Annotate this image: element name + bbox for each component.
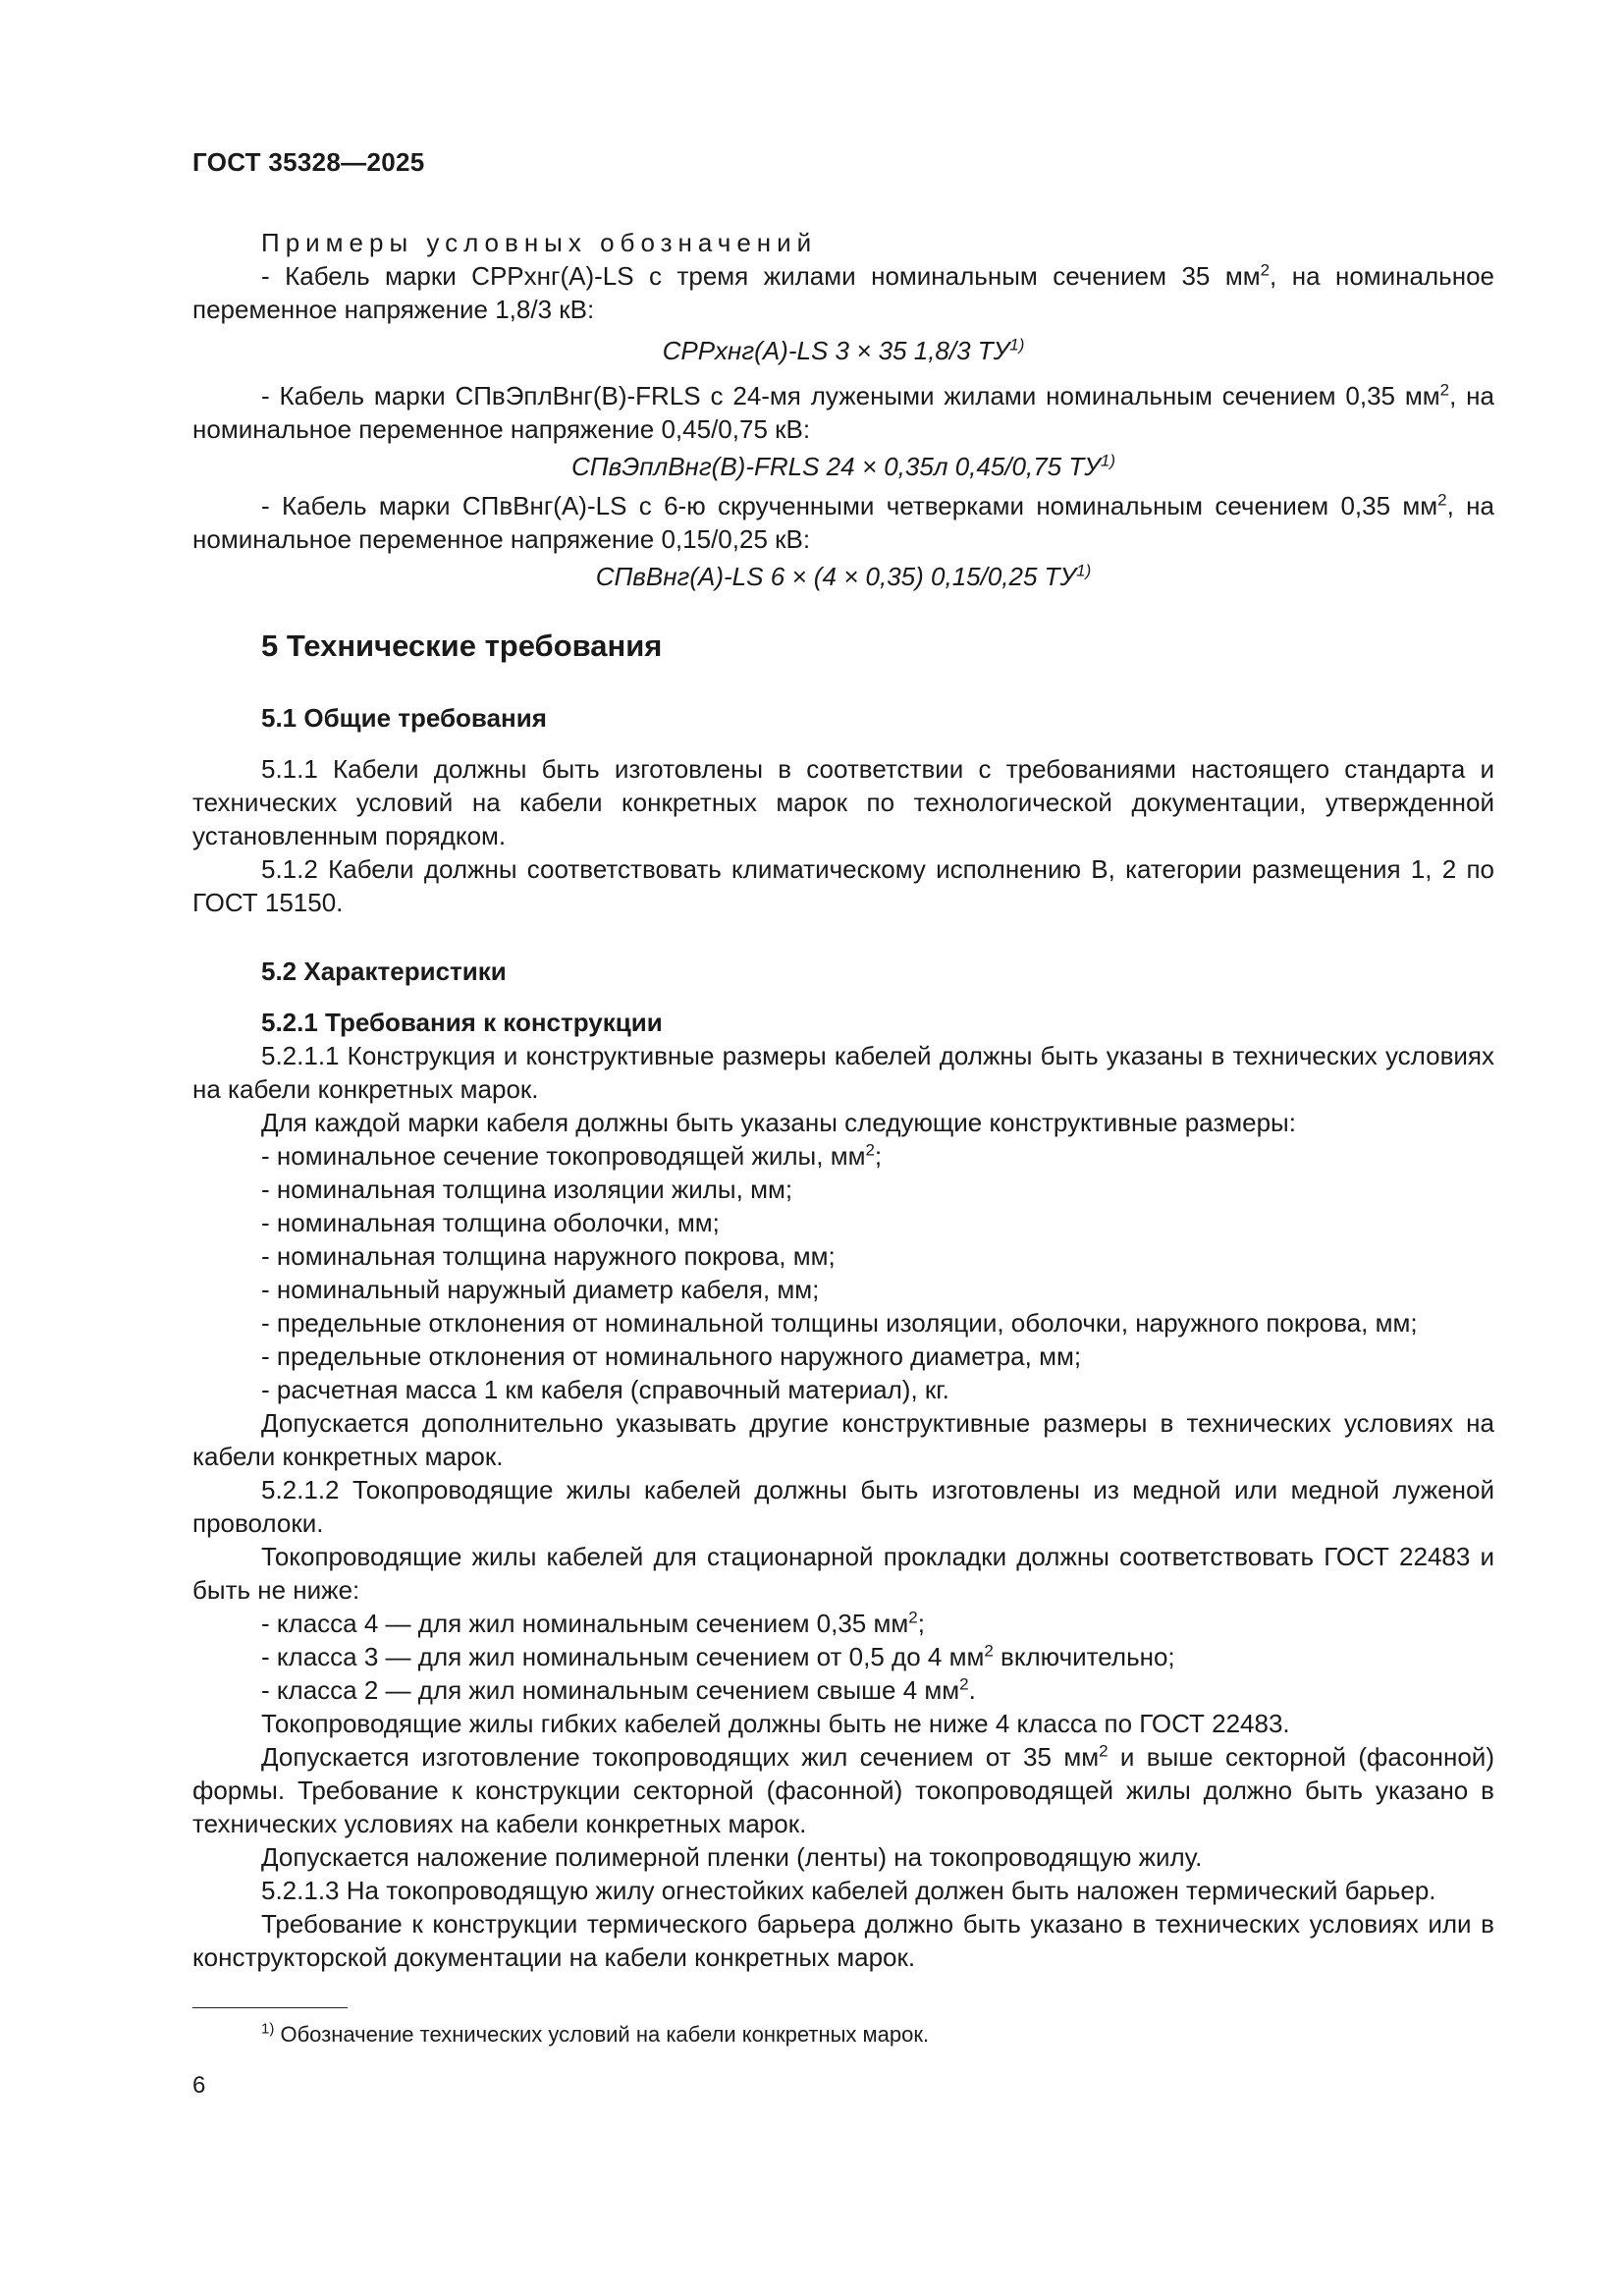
paragraph-sector-conductors: Допускается изготовление токопроводящих жил сечением от 35 $мм^2$ и выше секторной (фасонной) формы. Требование к конструкции секторной (фасонной) токопроводящей жилы должно быть указано в технических условиях на кабели конкретных марок. [192,1741,1494,1838]
list-item: - предельные отклонения от номинальной толщины изоляции, оболочки, наружного покрова, мм; [261,1308,1418,1338]
list-item: - номинальный наружный диаметр кабеля, мм; [261,1275,820,1304]
paragraph-5-1-2: 5.1.2 Кабели должны соответствовать климатическому исполнению В, категории размещения 1, 2 по ГОСТ 15150. [192,854,1494,917]
paragraph-5-2-1-2: 5.2.1.2 Токопроводящие жилы кабелей должны быть изготовлены из медной или медной луженой проволоки. [192,1475,1494,1538]
paragraph-5-1-1: 5.1.1 Кабели должны быть изготовлены в соответствии с требованиями настоящего стандарта и технических условий на кабели конкретных марок по технологической документации, утвержденной установленным порядком. [192,754,1494,850]
section-5-2-title: 5.2 Характеристики [261,957,507,986]
example-3-text: - Кабель марки СПвВнг(А)-LS с 6-ю скрученными четверками номинальным сечением 0,35 $мм^2$, на номинальное переменное напряжение 0,15/0,25 кВ: [192,490,1494,554]
examples-heading: Примеры условных обозначений [261,228,818,257]
paragraph-5-2-1-1: 5.2.1.1 Конструкция и конструктивные размеры кабелей должны быть указаны в технических условиях на кабели конкретных марок. [192,1041,1494,1104]
list-item-class-3: - класса 3 — для жил номинальным сечением от 0,5 до 4 $мм^2$ включительно; [261,1641,1175,1671]
paragraph-thermal-barrier: Требование к конструкции термического барьера должно быть указано в технических условиях или в конструкторской документации на кабели конкретных марок. [192,1909,1494,1972]
page-number: 6 [192,2072,206,2099]
list-item-class-4: - класса 4 — для жил номинальным сечением 0,35 $мм^2$; [261,1608,925,1638]
section-5-2-1-title: 5.2.1 Требования к конструкции [261,1008,663,1037]
example-2-text: - Кабель марки СПвЭплВнг(В)-FRLS с 24-мя лужеными жилами номинальным сечением 0,35 $мм^2$, на номинальное переменное напряжение 0,45/0,75 кВ: [192,380,1494,444]
paragraph-polymer-film: Допускается наложение полимерной пленки (ленты) на токопроводящую жилу. [261,1842,1203,1872]
paragraph-stationary-conductors: Токопроводящие жилы кабелей для стационарной прокладки должны соответствовать ГОСТ 22483 и быть не ниже: [192,1542,1494,1605]
list-item: - номинальная толщина изоляции жилы, мм; [261,1175,793,1204]
example-1-text: - Кабель марки СРРхнг(А)-LS с тремя жилами номинальным сечением 35 $мм^2$, на номинальное переменное напряжение 1,8/3 кВ: [192,260,1494,324]
list-item-class-2: - класса 2 — для жил номинальным сечением свыше 4 $мм^2$. [261,1674,976,1705]
example-3-formula: СПвВнг(А)-LS 6 × (4 × 0,35) 0,15/0,25 ТУ$^{1)}$ [595,561,1092,591]
footnote-separator [192,2007,348,2008]
list-item: - предельные отклонения от номинального наружного диаметра, мм; [261,1341,1082,1371]
section-5-title: 5 Технические требования [261,629,663,663]
document-header: ГОСТ 35328—2025 [192,147,425,177]
example-2-formula: СПвЭплВнг(В)-FRLS 24 × 0,35л 0,45/0,75 ТУ$^{1)}$ [571,451,1115,481]
paragraph-allow-other-sizes: Допускается дополнительно указывать другие конструктивные размеры в технических условиях на кабели конкретных марок. [192,1408,1494,1471]
paragraph-5-2-1-3: 5.2.1.3 На токопроводящую жилу огнестойких кабелей должен быть наложен термический барьер. [261,1876,1436,1905]
section-5-1-title: 5.1 Общие требования [261,703,547,733]
example-1-formula: СРРхнг(А)-LS 3 × 35 1,8/3 ТУ$^{1)}$ [662,335,1025,365]
list-item: - номинальная толщина оболочки, мм; [261,1208,720,1237]
list-item: - номинальная толщина наружного покрова, мм; [261,1241,836,1271]
list-item: - номинальное сечение токопроводящей жилы, $мм^2$; [261,1140,883,1171]
footnote: $^{1)}$ Обозначение технических условий на кабели конкретных марок. [261,2020,930,2047]
page-content [192,226,1494,1974]
list-item: - расчетная масса 1 км кабеля (справочный материал), кг. [261,1375,949,1404]
paragraph-flexible-conductors: Токопроводящие жилы гибких кабелей должны быть не ниже 4 класса по ГОСТ 22483. [261,1709,1290,1738]
list-intro: Для каждой марки кабеля должны быть указаны следующие конструктивные размеры: [261,1108,1296,1137]
